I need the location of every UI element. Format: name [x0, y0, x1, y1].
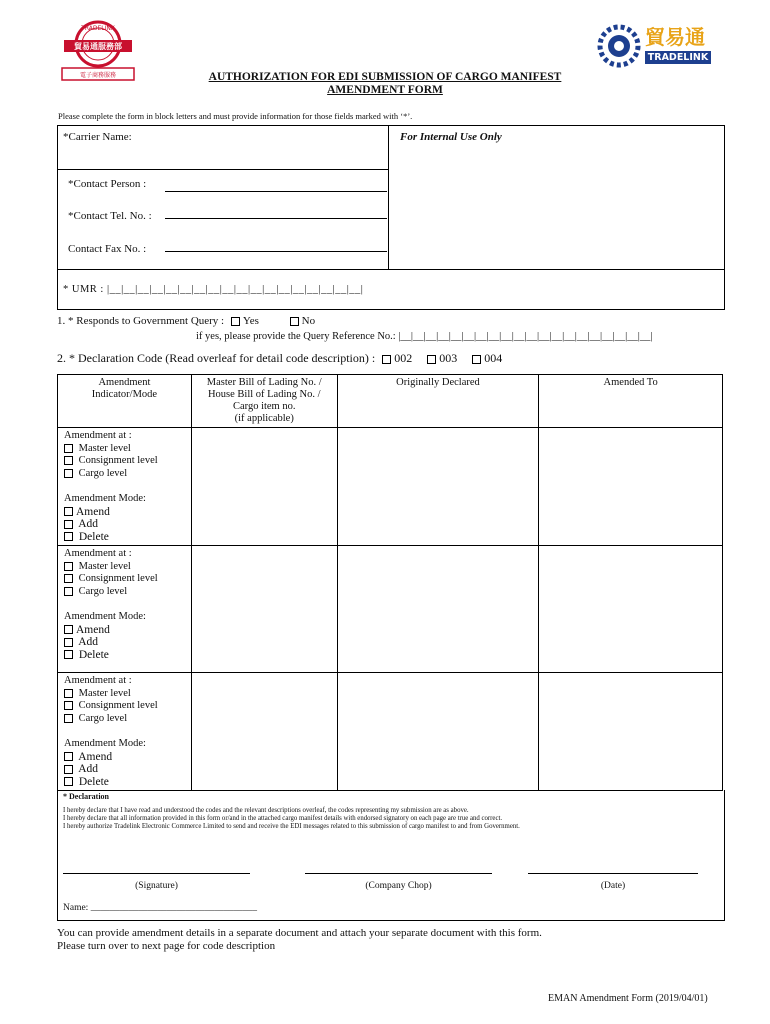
- contact-person-label: *Contact Person :: [68, 178, 147, 190]
- mode-checkbox[interactable]: [64, 638, 73, 647]
- amendment-mode-label: Amendment Mode:: [64, 738, 146, 749]
- declaration-code-line: [57, 351, 502, 366]
- contact-fax-label: Contact Fax No. :: [68, 243, 147, 255]
- name-field[interactable]: Name: ___________________________________: [63, 903, 257, 913]
- tradelink-brand-logo: [597, 22, 713, 70]
- brand-cn: 貿易通: [645, 25, 705, 49]
- query-yes-label: Yes: [242, 315, 259, 327]
- amended-to-cell[interactable]: [539, 673, 723, 791]
- level-label: Consignment level: [78, 700, 158, 711]
- code-004-label: 004: [484, 351, 503, 365]
- code-002-checkbox[interactable]: [382, 355, 391, 364]
- col-header-amended: Amended To: [539, 375, 723, 428]
- amendment-table: [57, 374, 723, 791]
- mode-checkbox[interactable]: [64, 532, 73, 541]
- amended-to-cell[interactable]: [539, 428, 723, 546]
- originally-declared-cell[interactable]: [337, 428, 539, 546]
- mode-label: Delete: [78, 775, 109, 788]
- carrier-name-field[interactable]: [63, 144, 381, 168]
- level-checkbox[interactable]: [64, 562, 73, 571]
- query-no-label: No: [301, 315, 316, 327]
- date-line[interactable]: [528, 873, 698, 874]
- bill-number-cell[interactable]: [191, 546, 337, 673]
- mode-label: Add: [78, 518, 99, 530]
- instruction-text: Please complete the form in block letters and must provide information for those fields marked with ‘*’.: [58, 111, 413, 121]
- contact-section: [57, 125, 725, 310]
- bill-number-cell[interactable]: [191, 428, 337, 546]
- note-turn-over: Please turn over to next page for code description: [57, 940, 276, 952]
- company-chop-label: (Company Chop): [365, 881, 432, 891]
- amendment-at-label: Amendment at :: [64, 548, 132, 559]
- code-002-label: 002: [394, 351, 413, 365]
- contact-person-field[interactable]: [165, 191, 387, 192]
- col-header-indicator: Amendment Indicator/Mode: [58, 375, 192, 428]
- mode-label: Add: [78, 763, 99, 775]
- query-no-checkbox[interactable]: [290, 317, 299, 326]
- form-title-line2: AMENDMENT FORM: [327, 84, 443, 96]
- originally-declared-cell[interactable]: [337, 673, 539, 791]
- query-reference-field[interactable]: if yes, please provide the Query Reference No.: |__|__|__|__|__|__|__|__|__|__|__|__|__|__|__|__|__|__|__|__|: [196, 331, 653, 342]
- company-chop-line[interactable]: [305, 873, 492, 874]
- level-checkbox[interactable]: [64, 469, 73, 478]
- date-label: (Date): [600, 881, 626, 891]
- query-label: 1. * Responds to Government Query :: [57, 315, 225, 327]
- originally-declared-cell[interactable]: [337, 546, 539, 673]
- code-003-checkbox[interactable]: [427, 355, 436, 364]
- mode-label: Amend: [78, 750, 113, 763]
- level-label: Master level: [78, 442, 131, 454]
- table-row: [58, 673, 723, 791]
- svg-text:TRADELINK: TRADELINK: [81, 25, 115, 32]
- svg-text:電子商務服務: 電子商務服務: [79, 72, 117, 79]
- mode-checkbox[interactable]: [64, 777, 73, 786]
- tradelink-seal-logo: [58, 18, 138, 84]
- bill-number-cell[interactable]: [191, 673, 337, 791]
- mode-checkbox[interactable]: [64, 625, 73, 634]
- svg-text:貿易通服務部: 貿易通服務部: [74, 42, 122, 51]
- declaration-line: I hereby authorize Tradelink Electronic Commerce Limited to send and receive the EDI messages related to this submission of cargo manifest to and from Government.: [63, 823, 520, 830]
- carrier-name-label: *Carrier Name:: [63, 131, 132, 143]
- level-label: Master level: [78, 560, 131, 572]
- level-label: Consignment level: [78, 573, 158, 584]
- contact-fax-field[interactable]: [165, 251, 387, 252]
- contact-tel-field[interactable]: [165, 218, 387, 219]
- mode-label: Add: [78, 636, 99, 648]
- mode-label: Amend: [76, 505, 110, 518]
- level-checkbox[interactable]: [64, 701, 73, 710]
- level-label: Consignment level: [78, 455, 158, 466]
- form-title-line1: AUTHORIZATION FOR EDI SUBMISSION OF CARGO MANIFEST: [208, 71, 562, 83]
- level-checkbox[interactable]: [64, 587, 73, 596]
- internal-use-label: For Internal Use Only: [400, 131, 502, 143]
- form-id: EMAN Amendment Form (2019/04/01): [548, 993, 708, 1004]
- code-004-checkbox[interactable]: [472, 355, 481, 364]
- amended-to-cell[interactable]: [539, 546, 723, 673]
- query-line: [57, 315, 315, 327]
- level-checkbox[interactable]: [64, 574, 73, 583]
- level-checkbox[interactable]: [64, 444, 73, 453]
- declaration-code-label: 2. * Declaration Code (Read overleaf for detail code description) :: [57, 351, 376, 365]
- note-separate-document: You can provide amendment details in a separate document and attach your separate document with this form.: [57, 927, 542, 939]
- level-label: Cargo level: [78, 712, 128, 724]
- mode-label: Delete: [78, 530, 109, 543]
- query-yes-checkbox[interactable]: [231, 317, 240, 326]
- code-003-label: 003: [439, 351, 458, 365]
- col-header-original: Originally Declared: [337, 375, 539, 428]
- amendment-mode-label: Amendment Mode:: [64, 493, 146, 504]
- contact-tel-label: *Contact Tel. No. :: [68, 210, 152, 222]
- table-row: [58, 546, 723, 673]
- mode-checkbox[interactable]: [64, 650, 73, 659]
- mode-checkbox[interactable]: [64, 507, 73, 516]
- level-checkbox[interactable]: [64, 456, 73, 465]
- col-header-bill: Master Bill of Lading No. / House Bill of Lading No. / Cargo item no. (if applicable): [191, 375, 337, 428]
- mode-label: Delete: [78, 648, 109, 661]
- brand-en: TRADELINK: [645, 51, 711, 64]
- mode-checkbox[interactable]: [64, 752, 73, 761]
- amendment-mode-label: Amendment Mode:: [64, 611, 146, 622]
- umr-field[interactable]: * UMR : |__|__|__|__|__|__|__|__|__|__|__|__|__|__|__|__|__|__|: [63, 284, 364, 295]
- signature-line[interactable]: [63, 873, 250, 874]
- table-row: [58, 428, 723, 546]
- mode-checkbox[interactable]: [64, 520, 73, 529]
- declaration-heading: * Declaration: [63, 792, 109, 801]
- level-checkbox[interactable]: [64, 714, 73, 723]
- declaration-section: [57, 790, 725, 921]
- mode-label: Amend: [76, 623, 110, 636]
- level-label: Master level: [78, 687, 131, 699]
- declaration-line: I hereby declare that all information provided in this form or/and in the attached cargo manifest details with endorsed signatory on each page are true and correct.: [63, 815, 503, 822]
- amendment-at-label: Amendment at :: [64, 675, 132, 686]
- level-checkbox[interactable]: [64, 689, 73, 698]
- mode-checkbox[interactable]: [64, 765, 73, 774]
- declaration-line: I hereby declare that I have read and understood the codes and the relevant descriptions overleaf, the codes representing my submission are as above.: [63, 807, 469, 814]
- amendment-at-label: Amendment at :: [64, 430, 132, 441]
- level-label: Cargo level: [78, 585, 128, 597]
- signature-label: (Signature): [135, 881, 178, 891]
- level-label: Cargo level: [78, 467, 128, 479]
